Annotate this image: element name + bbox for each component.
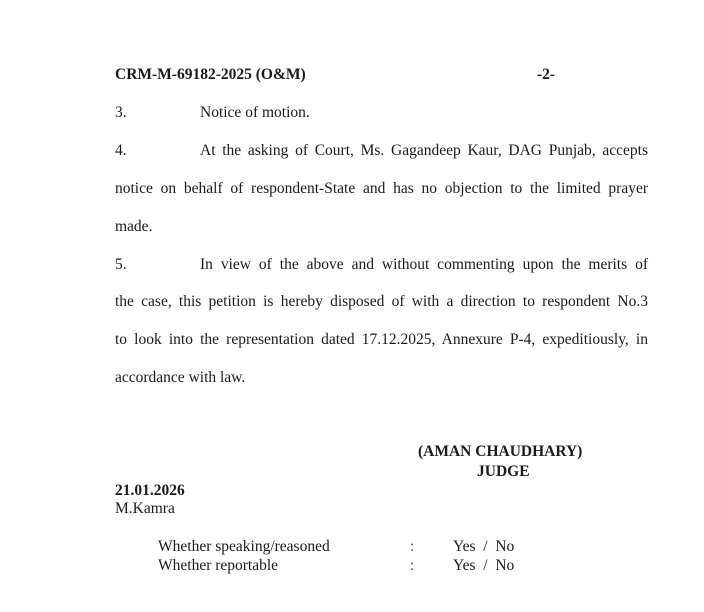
- paragraph-line: Notice of motion.: [200, 104, 310, 121]
- order-date: 21.01.2026: [115, 482, 185, 499]
- paragraph-line: In view of the above and without commenting upon the merits of: [200, 256, 648, 273]
- paragraph-line: notice on behalf of respondent-State and has no objection to the limited prayer: [115, 180, 648, 197]
- paragraph-line: made.: [115, 218, 153, 235]
- checklist-label: Whether speaking/reasoned: [158, 538, 330, 555]
- paragraph-number: 5.: [115, 256, 127, 273]
- checklist-separator: :: [410, 557, 415, 574]
- judge-designation: JUDGE: [477, 463, 530, 480]
- checklist-separator: :: [410, 538, 415, 555]
- checklist-label: Whether reportable: [158, 557, 279, 574]
- clerk-initials: M.Kamra: [115, 500, 175, 517]
- paragraph-line: to look into the representation dated 17.12.2025, Annexure P-4, expeditiously, in: [115, 331, 648, 348]
- page-marker: -2-: [537, 66, 556, 83]
- paragraph-line: At the asking of Court, Ms. Gagandeep Kaur, DAG Punjab, accepts: [200, 142, 648, 159]
- checklist-value: Yes / No: [453, 557, 515, 574]
- case-number: CRM-M-69182-2025 (O&M): [115, 66, 306, 83]
- paragraph-line: accordance with law.: [115, 369, 246, 386]
- judge-name: (AMAN CHAUDHARY): [418, 443, 583, 460]
- paragraph-number: 3.: [115, 104, 127, 121]
- checklist-value: Yes / No: [453, 538, 515, 555]
- paragraph-line: the case, this petition is hereby disposed of with a direction to respondent No.3: [115, 293, 648, 310]
- paragraph-number: 4.: [115, 142, 127, 159]
